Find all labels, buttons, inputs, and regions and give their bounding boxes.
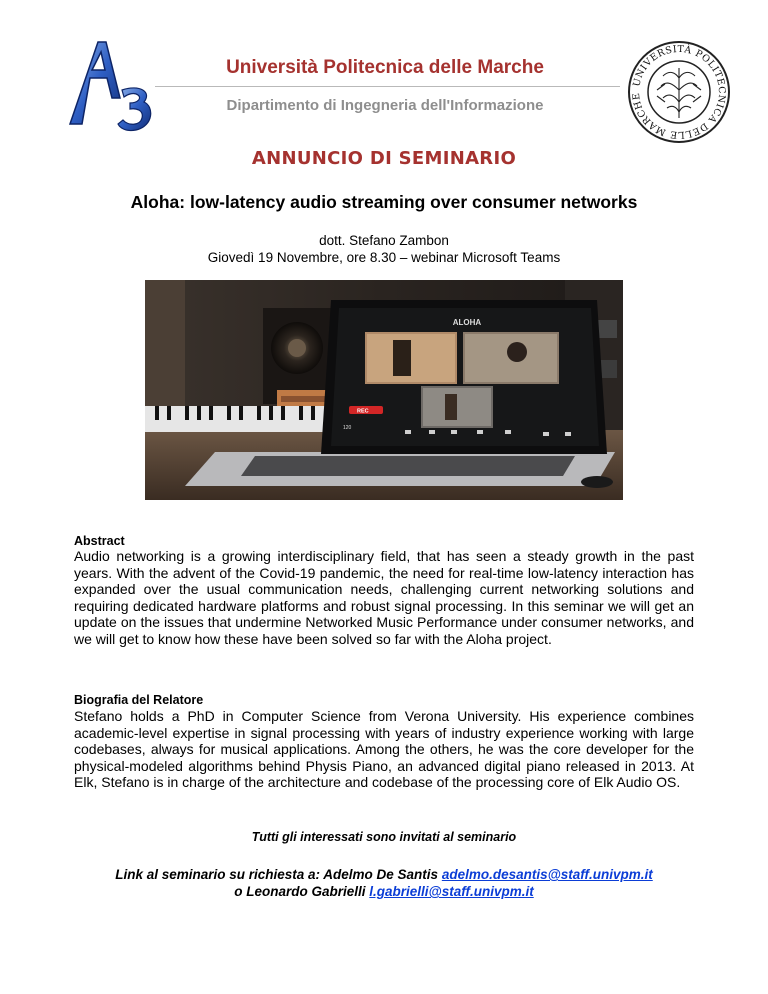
university-seal [627, 40, 731, 144]
department-name: Dipartimento di Ingegneria dell'Informazione [226, 97, 544, 114]
laptop-photo [145, 280, 623, 500]
contact-line-1 [0, 867, 768, 882]
announcement-title: ANNUNCIO DI SEMINARIO [251, 148, 517, 169]
bio-heading: Biografia del Relatore [74, 693, 204, 707]
contact-line-2 [0, 884, 768, 899]
contact-2-prefix: o Leonardo Gabrielli [234, 884, 370, 899]
date-time-venue: Giovedì 19 Novembre, ore 8.30 – webinar Microsoft Teams [207, 250, 561, 265]
svg-text:ALOHA: ALOHA [452, 318, 482, 327]
talk-title: Aloha: low-latency audio streaming over consumer networks [130, 192, 638, 212]
contact-1-prefix: Link al seminario su richiesta a: Adelmo De Santis [115, 867, 442, 882]
email-link-desantis[interactable]: adelmo.desantis@staff.univpm.it [441, 867, 653, 882]
abstract-heading: Abstract [74, 534, 125, 548]
bio-text: Stefano holds a PhD in Computer Science from Verona University. His experience combines academic-level expertise in signal processing with years of industry experience working with large codebases, always for musical applications. Among the others, he was the core developer for the physical-modeled algorithms behind Physis Piano, an advanced digital piano released in 2013. At Elk, Stefano is in charge of the architecture and codebase of the processing core of Elk Audio OS. [74, 708, 694, 791]
svg-text:120: 120 [343, 425, 352, 431]
email-link-gabrielli[interactable]: l.gabrielli@staff.univpm.it [369, 884, 534, 899]
svg-text:UNIVERSITÀ POLITECNICA DELLE M: UNIVERSITÀ POLITECNICA DELLE MARCHE [630, 43, 728, 141]
invitation-note: Tutti gli interessati sono invitati al seminario [251, 830, 517, 844]
university-name: Università Politecnica delle Marche [226, 57, 544, 78]
header-divider [155, 86, 620, 87]
a3-logo [60, 38, 160, 138]
speaker-name: dott. Stefano Zambon [319, 233, 449, 248]
svg-text:REC: REC [357, 408, 369, 415]
abstract-text: Audio networking is a growing interdisciplinary field, that has seen a steady growth in the past years. With the advent of the Covid-19 pandemic, the need for real-time low-latency interaction has expanded over the usual communication needs, challenging current networking solutions and requiring dedicated hardware platforms and robust signal processing. In this seminar we will get an update on the issues that undermine Networked Music Performance under consumer networks, and we will get to know how these have been solved so far with the Aloha project. [74, 548, 694, 647]
